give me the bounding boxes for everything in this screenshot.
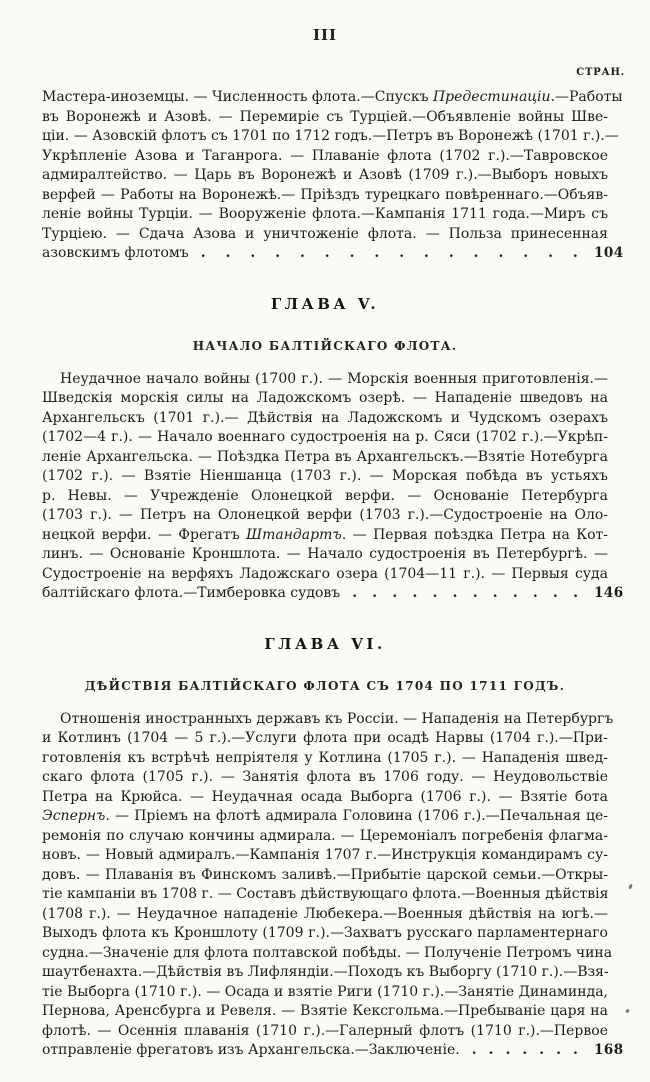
toc-entry-body (42, 88, 624, 264)
dot-leader: . . . . . . . . . . . . (352, 585, 578, 601)
toc-body-line (42, 1002, 608, 1022)
toc-body-line (42, 983, 608, 1003)
toc-text: . — Пріемъ на флотѣ адмирала Головина (1706 г.).—Печальная це- (105, 808, 608, 824)
toc-body-line (42, 788, 608, 808)
toc-text: Мастера-иноземцы. — Численность флота.—Спускъ (42, 89, 433, 105)
toc-text: Укрѣпленіе Азова и Таганрога. — Плаваніе флота (1702 г.).—Тавровское (42, 147, 608, 164)
toc-text: Турціею. — Сдача Азова и уничтоженіе флота. — Польза принесенная (42, 225, 608, 242)
folio-roman-numeral: III (312, 26, 338, 44)
toc-body-line (42, 1022, 608, 1042)
toc-body-line (42, 807, 608, 827)
toc-text: тіе кампаніи въ 1708 г. — Составъ дѣйствующаго флота.—Военныя дѣйствія (42, 886, 609, 902)
toc-entry-chapter-6 (0, 634, 650, 1061)
toc-body-line (42, 749, 608, 769)
toc-body-line (42, 389, 608, 409)
toc-text: . — Первая поѣздка Петра на Кот- (341, 526, 609, 543)
toc-text: шаутбенахта.—Дѣйствія въ Лифляндіи.—Походъ къ Выборгу (1710 г.).—Взя- (42, 964, 609, 980)
toc-body-line (42, 487, 608, 507)
toc-entry-body (42, 710, 624, 1061)
toc-body-line (42, 428, 608, 448)
dot-leader: . . . . . . . . . . . . . . . . (200, 245, 578, 261)
table-of-contents (0, 88, 650, 1061)
toc-body-line (42, 147, 608, 167)
page-ref-number: 104 (594, 245, 624, 261)
toc-body-line (42, 846, 608, 866)
toc-body-line (42, 205, 608, 225)
toc-text: Петра на Крюйса. — Неудачная осада Выборга (1706 г.). — Взятіе бота (42, 788, 608, 805)
toc-text: .—Работы (550, 89, 623, 105)
toc-text: линъ. — Основаніе Кроншлота. — Начало судостроенія въ Петербургѣ. — (42, 546, 608, 562)
toc-text: Пернова, Аренсбурга и Ревеля. — Взятіе Кексгольма.—Пребываніе царя на (42, 1003, 608, 1019)
toc-text: скаго флота (1705 г.). — Занятія флота въ 1706 году. — Неудовольствіе (42, 769, 608, 785)
toc-body-line (42, 944, 613, 964)
ship-name-italic: Эспернъ (42, 808, 106, 824)
toc-body-line (42, 108, 608, 128)
toc-text: тіе Выборга (1710 г.). — Осада и взятіе Риги (1710 г.).—Занятіе Динаминда, (42, 983, 608, 1000)
toc-body-line (42, 1041, 624, 1061)
toc-body-line (42, 710, 614, 730)
toc-text: новъ. — Новый адмиралъ.—Кампанія 1707 г.—Инструкція командирамъ су- (42, 847, 608, 863)
chapter-subtitle: ДѢЙСТВІЯ БАЛТІЙСКАГО ФЛОТА СЪ 1704 ПО 1711 ГОДЪ. (84, 678, 566, 693)
toc-text: Неудачное начало войны (1700 г.). — Морскія военныя приготовленія.— (60, 370, 608, 387)
toc-text: (1703 г.). — Петръ на Олонецкой верфи (1703 г.).—Судостроеніе на Оло- (42, 507, 608, 523)
toc-text: Выходъ флота къ Кроншлоту (1709 г.).—Захватъ русскаго парламентернаго (42, 925, 608, 941)
toc-text: (1702 г.). — Взятіе Ніеншанца (1703 г.). — Морская побѣда въ устьяхъ (42, 468, 608, 484)
toc-text: (1708 г.). — Неудачное нападеніе Любекера.—Военныя дѣйствія на югѣ.— (42, 905, 608, 922)
toc-entry-chapter-5 (0, 294, 650, 604)
toc-text: Отношенія иностранныхъ державъ къ Россіи. — Нападенія на Петербургъ (60, 710, 614, 727)
toc-body-line (42, 448, 608, 468)
toc-body-line (42, 526, 608, 546)
toc-text: (1702—4 г.). — Начало военнаго судостроенія на р. Сяси (1702 г.).—Укрѣп- (42, 429, 608, 445)
toc-text: Шведскія морскія силы на Ладожскомъ озерѣ. — Нападеніе шведовъ на (42, 390, 608, 406)
toc-body-line (42, 409, 608, 429)
page-ref-number: 146 (594, 585, 624, 601)
toc-body-line (42, 885, 608, 905)
toc-body-line (42, 370, 608, 390)
toc-body-line (42, 866, 608, 886)
toc-text: Судостроеніе на верфяхъ Ладожскаго озера (1704—11 г.). — Первыя суда (42, 565, 608, 582)
toc-text: леніе войны Турціи. — Вооруженіе флота.—Кампанія 1711 года.—Миръ съ (42, 206, 608, 222)
toc-body-line (42, 584, 624, 604)
toc-text (42, 244, 189, 264)
toc-text: азовскимъ флотомъ (42, 245, 189, 261)
toc-text (42, 1041, 460, 1061)
toc-text: въ Воронежѣ и Азовѣ. — Перемиріе съ Турціей.—Объявленіе войны Шве- (42, 108, 608, 125)
toc-text: довъ. — Плаванія въ Финскомъ заливѣ.—Прибытіе царской семьи.—Откры- (42, 866, 608, 883)
toc-body-line (42, 545, 608, 565)
toc-text: нецкой верфи. — Фрегатъ (42, 526, 247, 543)
toc-text: ціи. — Азовскій флотъ съ 1701 по 1712 годъ.—Петръ въ Воронежѣ (1701 г.).— (42, 128, 619, 144)
toc-body-line (42, 963, 608, 983)
toc-entry-continuation (0, 88, 650, 264)
toc-text: готовленія къ встрѣчѣ непріятеля у Котлина (1705 г.). — Нападенія швед- (42, 749, 608, 766)
toc-entry-body (42, 370, 624, 604)
toc-body-line (42, 467, 608, 487)
toc-body-line (42, 166, 608, 186)
toc-body-line (42, 729, 608, 749)
page-ref-number: 168 (594, 1042, 624, 1058)
toc-text: балтійскаго флота.—Тимберовка судовъ (42, 585, 341, 601)
toc-body-line (42, 924, 608, 944)
toc-text: отправленіе фрегатовъ изъ Архангельска.—Заключеніе. (42, 1042, 460, 1058)
toc-body-line (42, 186, 608, 206)
toc-body-line (42, 88, 623, 108)
toc-body-line (42, 127, 619, 147)
ship-name-italic: Штандартъ (246, 526, 342, 543)
toc-body-line (42, 225, 608, 245)
toc-text: верфей — Работы на Воронежѣ.— Пріѣздъ турецкаго повѣреннаго.—Объяв- (42, 186, 608, 203)
toc-text (42, 584, 340, 604)
toc-text: адмиралтейство. — Царь въ Воронежѣ и Азовѣ (1709 г.).—Выборъ новыхъ (42, 167, 608, 183)
toc-text: р. Невы. — Учрежденіе Олонецкой верфи. — Основаніе Петербурга (42, 487, 608, 504)
toc-body-line (42, 565, 608, 585)
toc-body-line (42, 827, 608, 847)
toc-body-line (42, 506, 608, 526)
toc-body-line (42, 244, 624, 264)
toc-text: Архангельскъ (1701 г.).— Дѣйствія на Ладожскомъ и Чудскомъ озерахъ (42, 409, 608, 426)
toc-text: флотѣ. — Осеннія плаванія (1710 г.).—Галерный флотъ (1710 г.).—Первое (42, 1022, 608, 1039)
chapter-heading: ГЛАВА V. (270, 294, 380, 313)
dot-leader: . . . . . . . (471, 1042, 578, 1058)
ship-name-italic: Предестинаціи (432, 89, 551, 105)
toc-text: леніе Архангельска. — Поѣздка Петра въ Архангельскъ.—Взятіе Нотебурга (42, 448, 608, 465)
toc-body-line (42, 768, 608, 788)
chapter-subtitle: НАЧАЛО БАЛТІЙСКАГО ФЛОТА. (192, 338, 458, 353)
toc-text: судна.—Значеніе для флота полтавской побѣды. — Полученіе Петромъ чина (42, 944, 613, 961)
toc-text: и Котлинъ (1704 — 5 г.).—Услуги флота при осадѣ Нарвы (1704 г.).—При- (42, 730, 608, 746)
page-column-label: СТРАН. (576, 67, 625, 78)
toc-text: ремонія по случаю кончины адмирала. — Церемоніалъ погребенія флагма- (42, 827, 608, 844)
chapter-heading: ГЛАВА VI. (264, 634, 386, 653)
toc-body-line (42, 905, 608, 925)
